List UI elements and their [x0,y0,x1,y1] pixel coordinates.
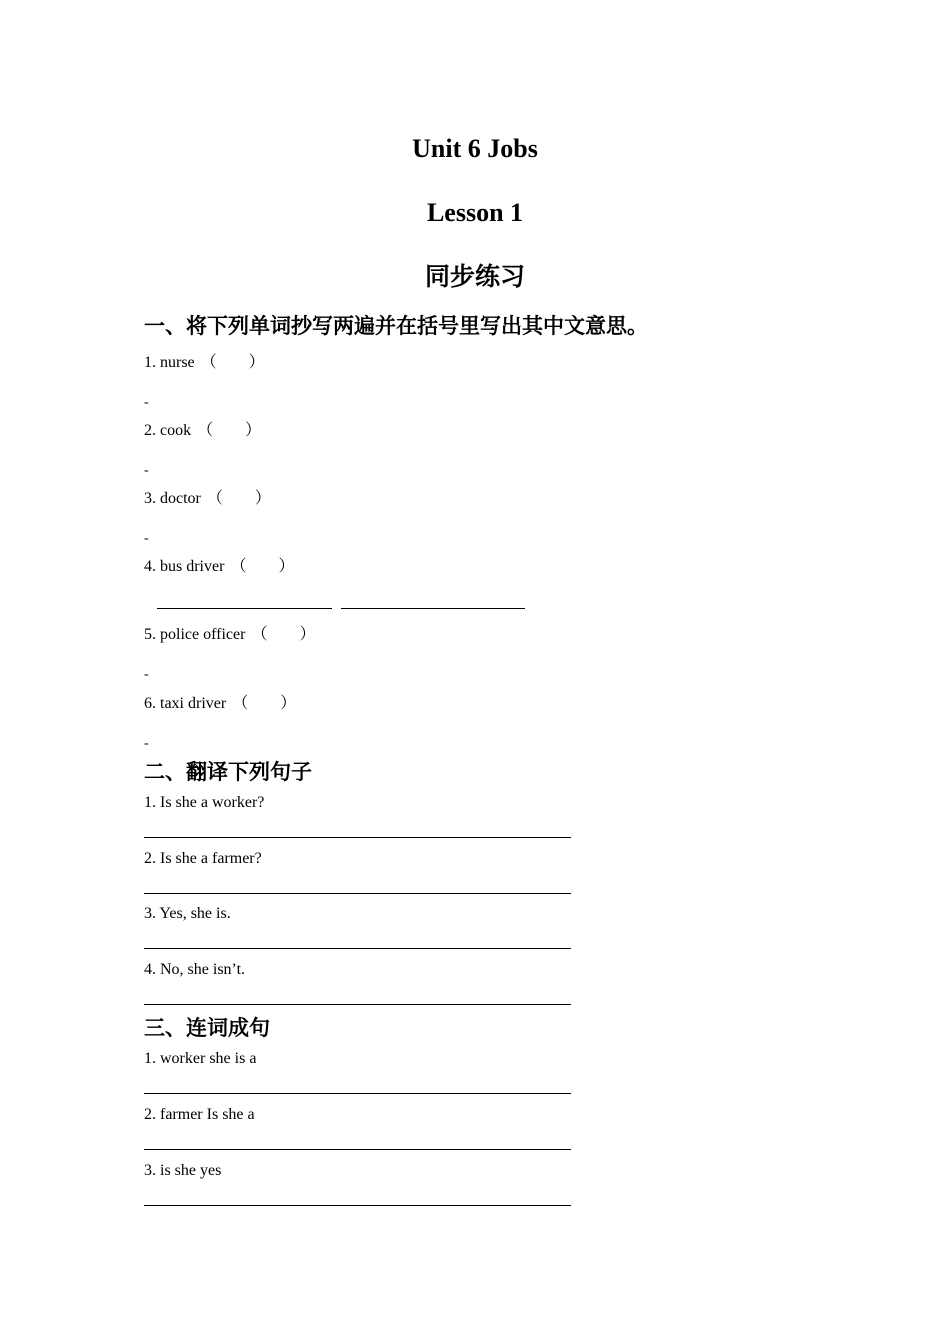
copy-marker: - [144,736,149,751]
word-label: 1. nurse [144,354,195,371]
copy-marker: - [144,531,149,546]
word-label: 6. taxi driver [144,695,227,712]
scramble-item: 2. farmer Is she a [144,1106,255,1123]
word-label: 5. police officer [144,626,246,643]
answer-parens: （ ） [197,422,262,439]
answer-parens: （ ） [200,354,265,371]
sentence-item: 4. No, she isn’t. [144,961,246,978]
word-item [144,625,315,645]
answer-line[interactable] [144,837,571,838]
copy-line[interactable] [157,608,332,609]
section-3-heading: 三、连词成句 [144,1016,270,1040]
word-item [144,694,296,714]
word-item [144,421,261,441]
answer-line[interactable] [144,948,571,949]
word-label: 4. bus driver [144,558,225,575]
copy-marker: - [144,667,149,682]
answer-line[interactable] [144,893,571,894]
page-title: Unit 6 Jobs [412,134,538,163]
scramble-item: 1. worker she is a [144,1050,257,1067]
word-item [144,489,271,509]
sentence-item: 3. Yes, she is. [144,905,231,922]
scramble-item: 3. is she yes [144,1162,222,1179]
section-1-heading: 一、将下列单词抄写两遍并在括号里写出其中文意思。 [144,314,648,338]
answer-line[interactable] [144,1205,571,1206]
word-item [144,353,265,373]
word-label: 2. cook [144,422,192,439]
answer-parens: （ ） [232,695,297,712]
page-subtitle: 同步练习 [424,262,525,291]
sentence-item: 2. Is she a farmer? [144,850,262,867]
section-2-heading: 二、翻译下列句子 [144,760,312,784]
word-item [144,557,294,577]
answer-line[interactable] [144,1149,571,1150]
answer-line[interactable] [144,1004,571,1005]
answer-parens: （ ） [206,490,271,507]
answer-parens: （ ） [230,558,295,575]
copy-line[interactable] [341,608,525,609]
word-label: 3. doctor [144,490,201,507]
answer-parens: （ ） [251,626,316,643]
copy-marker: - [144,463,149,478]
lesson-title: Lesson 1 [426,198,524,227]
answer-line[interactable] [144,1093,571,1094]
sentence-item: 1. Is she a worker? [144,794,265,811]
copy-marker: - [144,395,149,410]
